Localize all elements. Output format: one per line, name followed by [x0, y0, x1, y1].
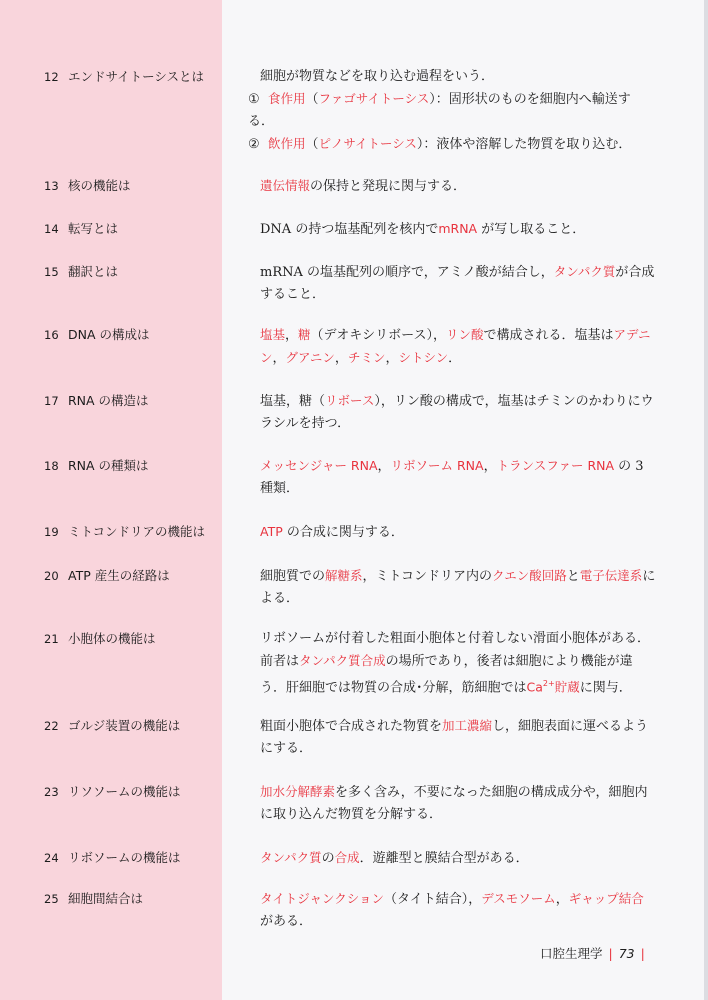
page-number: 73 [618, 946, 635, 961]
answer-text: （デオキシリボース）， [310, 328, 447, 343]
question-text: リソソームの機能は [68, 784, 181, 799]
question-text: 細胞間結合は [68, 891, 144, 906]
answer-text: と [566, 569, 580, 584]
key-term: クエン酸回路 [492, 568, 567, 583]
question-number: 12 [44, 70, 59, 84]
answer-text: ， [555, 892, 569, 907]
question [44, 455, 219, 477]
key-term: 飲作用 [268, 136, 306, 151]
answer-text: （ [305, 92, 319, 107]
answer-text: に関与． [579, 680, 632, 696]
answer-text: 粗面小胞体で合成された物質を [260, 719, 443, 734]
answer-text: ， [285, 328, 299, 343]
key-term: メッセンジャー RNA [260, 458, 378, 473]
answer-text: を多く含み，不要になった細胞の構成成分や，細胞内に取り込んだ物質を分解する． [260, 785, 648, 822]
answer-text: ．遊離型と膜結合型がある． [359, 851, 529, 866]
key-term: 塩基 [260, 327, 286, 342]
question-number: 20 [44, 569, 59, 583]
answer [248, 66, 656, 156]
question [44, 565, 219, 587]
key-term: ATP [260, 524, 283, 539]
answer-text: の保持と発現に関与する． [310, 179, 467, 194]
answer-paragraph [248, 324, 656, 370]
answer-text: 塩基，糖（ [260, 394, 326, 409]
answer-text: （タイト結合）， [384, 892, 482, 907]
key-term: ファゴサイトーシス [318, 91, 430, 106]
answer [248, 888, 656, 933]
answer [248, 565, 656, 610]
question-number: 15 [44, 265, 59, 279]
answer-paragraph [248, 88, 656, 133]
question-number: 13 [44, 179, 59, 193]
key-term: グアニン [285, 350, 335, 365]
key-term: 解糖系 [325, 568, 363, 583]
answer-text: （ [305, 137, 319, 152]
answer [248, 324, 656, 370]
question-number: 25 [44, 892, 59, 906]
key-term: タンパク質 [553, 264, 616, 279]
question-text: RNA の種類は [68, 458, 149, 473]
answer-paragraph [248, 847, 656, 870]
answer-paragraph [248, 261, 656, 306]
answer-text: ，ミトコンドリア内の [362, 569, 493, 584]
answer-text: ， [272, 351, 286, 366]
question-number: 24 [44, 851, 59, 865]
question-number: 22 [44, 719, 59, 733]
footer-divider: | [608, 946, 613, 961]
question-text: ゴルジ装置の機能は [68, 718, 181, 733]
item-marker: ② [248, 137, 260, 152]
answer-paragraph [248, 218, 656, 241]
answer-paragraph [248, 133, 656, 156]
key-term: 遺伝情報 [260, 178, 311, 193]
key-term: タンパク質合成 [299, 653, 386, 668]
key-term: Ca [526, 679, 543, 695]
key-term: リボソーム RNA [390, 458, 484, 473]
question [44, 261, 219, 283]
answer-text: リボソームが付着した粗面小胞体と付着しない滑面小胞体がある．前者は [260, 631, 651, 669]
key-term: シトシン [398, 350, 449, 365]
answer-text: による． [260, 569, 656, 606]
answer-paragraph [248, 390, 656, 435]
answer-text: の [321, 851, 335, 866]
answer-text: がある． [260, 914, 313, 929]
key-term: アデニン [260, 327, 651, 365]
question-text: ミトコンドリアの機能は [68, 524, 206, 539]
footer-subject: 口腔生理学 [540, 946, 603, 961]
question-number: 23 [44, 785, 59, 799]
question-text: DNA の構成は [68, 327, 150, 342]
page-footer [540, 944, 700, 964]
key-term: トランスファー RNA [496, 458, 615, 473]
question [44, 847, 219, 869]
footer-divider-right: | [640, 946, 645, 961]
key-term: デスモソーム [481, 891, 556, 906]
answer-text: の 3 種類． [260, 459, 644, 496]
question-text: 小胞体の機能は [68, 631, 156, 646]
answer [248, 715, 656, 760]
question-text: RNA の構造は [68, 393, 149, 408]
key-term: 電子伝達系 [579, 568, 643, 583]
question [44, 715, 219, 737]
key-term: タンパク質 [260, 850, 322, 865]
question [44, 781, 219, 803]
key-term: 食作用 [268, 91, 306, 106]
answer [248, 847, 656, 870]
question [44, 888, 219, 910]
answer [248, 628, 656, 699]
answer [248, 218, 656, 241]
key-term: タイトジャンクション [260, 891, 385, 906]
answer-text: 細胞が物質などを取り込む過程をいう． [260, 69, 495, 84]
question-number: 21 [44, 632, 59, 646]
answer-text: ）：液体や溶解した物質を取り込む． [416, 137, 632, 152]
key-term: リボース [325, 393, 375, 408]
page-edge [704, 0, 708, 1000]
question-number: 16 [44, 328, 59, 342]
answer-text: の合成に関与する． [282, 525, 404, 540]
answer-text: ），リン酸の構成で，塩基はチミンのかわりにウラシルを持つ． [260, 394, 654, 431]
question-text: リボソームの機能は [68, 850, 181, 865]
item-marker: ① [248, 92, 260, 107]
answer-paragraph [248, 66, 656, 88]
question [44, 521, 219, 543]
answer [248, 455, 656, 500]
answer [248, 261, 656, 306]
key-term: リン酸 [446, 327, 484, 342]
answer [248, 521, 656, 544]
key-term: mRNA [438, 221, 478, 236]
question-text: エンドサイトーシスとは [68, 69, 205, 84]
question [44, 628, 219, 650]
key-term: 糖 [298, 327, 311, 342]
answer-text: ）：固形状のものを細胞内へ輸送する． [248, 92, 631, 129]
question [44, 218, 219, 240]
answer-paragraph [248, 628, 656, 699]
answer-text: ， [483, 459, 497, 474]
answer [248, 781, 656, 826]
answer-paragraph [248, 781, 656, 826]
answer-paragraph [248, 888, 656, 933]
question-number: 14 [44, 222, 59, 236]
answer-text: が写し取ること． [477, 222, 586, 237]
key-term: 加水分解酵素 [260, 784, 336, 799]
answer [248, 390, 656, 435]
answer-text: 細胞質での [260, 569, 326, 584]
answer-paragraph [248, 715, 656, 760]
answer-text: ， [377, 459, 391, 474]
answer-text: し，細胞表面に運べるようにする． [260, 719, 649, 756]
key-term: 2+ [542, 679, 555, 688]
question [44, 390, 219, 412]
answer-paragraph [248, 175, 656, 198]
question-text: 核の機能は [68, 178, 131, 193]
key-term: 合成 [334, 850, 360, 865]
answer-text: ， [334, 351, 348, 366]
question-text: 転写とは [68, 221, 119, 236]
answer-paragraph [248, 455, 656, 500]
key-term: ピノサイトーシス [318, 136, 417, 151]
answer-text: mRNA の塩基配列の順序で，アミノ酸が結合し， [260, 265, 554, 280]
answer-paragraph [248, 565, 656, 610]
question-number: 19 [44, 525, 59, 539]
answer [248, 175, 656, 198]
answer-text: が合成すること． [260, 265, 655, 302]
key-term: 加工濃縮 [442, 718, 493, 733]
question-text: ATP 産生の経路は [68, 568, 170, 583]
question [44, 66, 219, 88]
answer-paragraph [248, 521, 656, 544]
question-number: 18 [44, 459, 59, 473]
question-number: 17 [44, 394, 59, 408]
answer-text: の場所であり，後者は細胞により機能が違う．肝細胞では物質の合成･分解，筋細胞では [260, 654, 633, 696]
answer-text: ． [448, 351, 462, 366]
question [44, 175, 219, 197]
key-term: 貯蔵 [554, 679, 580, 695]
question-text: 翻訳とは [68, 264, 119, 279]
key-term: ギャップ結合 [568, 891, 644, 906]
answer-text: で構成される．塩基は [483, 328, 614, 343]
answer-text: DNA の持つ塩基配列を核内で [260, 222, 439, 237]
question [44, 324, 219, 346]
key-term: チミン [347, 350, 386, 365]
answer-text: ， [385, 351, 399, 366]
